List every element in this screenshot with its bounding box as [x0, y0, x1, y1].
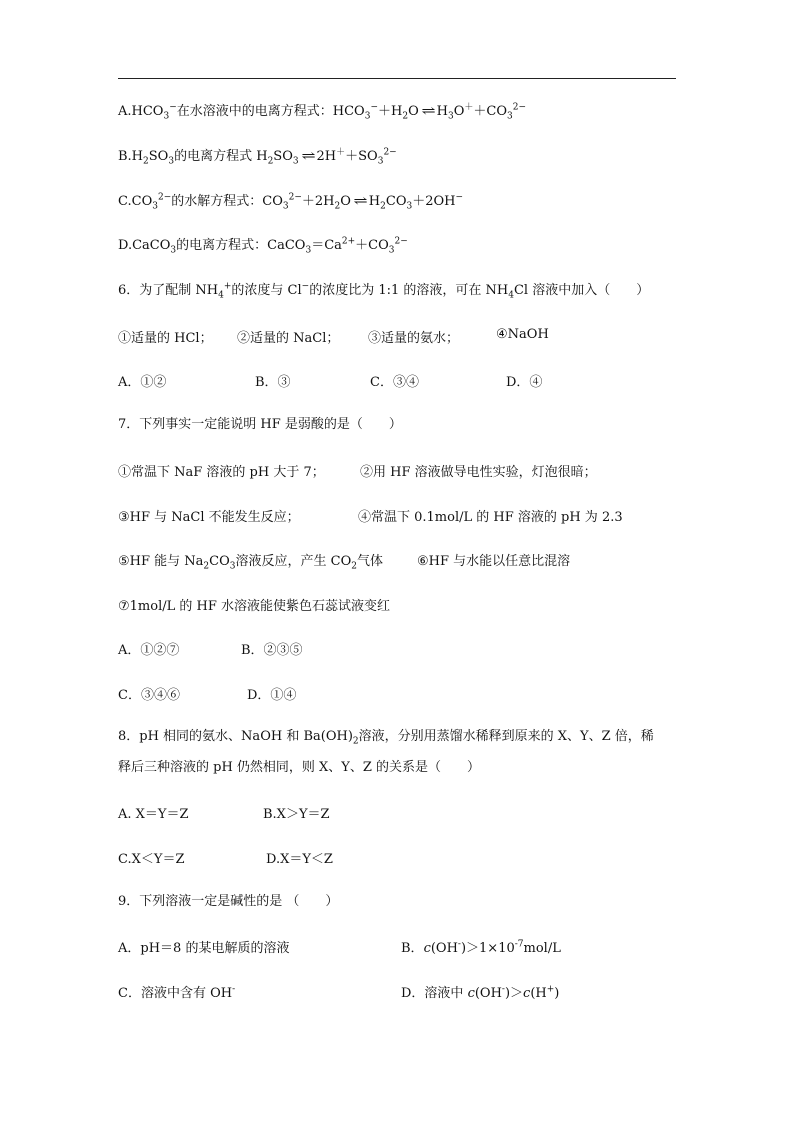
q8-choice-a[interactable]: A. X＝Y＝Z: [118, 807, 189, 822]
q5-option-d: D.CaCO$_3$的电离方程式：$CaCO_3=Ca^{2+}+CO_3^{2-}$: [118, 236, 408, 256]
q5-option-c: $C.CO_3^{2-}$的水解方程式：$CO_3^{2-}+2H_2O$ ⇌ $H_2CO_3+2OH^-$: [118, 192, 464, 212]
q6-item: ③适量的氨水；: [368, 331, 460, 346]
q7-choice-a[interactable]: A．①②⑦: [118, 643, 180, 658]
q9-choice-c[interactable]: C．溶液中含有 OH-: [118, 984, 236, 1001]
equilibrium-arrow-icon: ⇌: [353, 194, 367, 209]
equilibrium-arrow-icon: ⇌: [421, 104, 435, 119]
q8-stem: 8．pH 相同的氨水、NaOH 和 $Ba(OH)_2$溶液，分别用蒸馏水稀释到原来的 X、Y、Z 倍，稀: [118, 729, 654, 747]
q7-choice-d[interactable]: D．①④: [247, 688, 297, 703]
q7-item: ⑦1mol/L 的 HF 水溶液能使紫色石蕊试液变红: [118, 599, 391, 614]
q6-item: ②适量的 NaCl；: [237, 331, 340, 346]
q5-option-b: $B.H_2SO_3$的电离方程式 $H_2SO_3$ ⇌ $2H^++SO_3^{2-}$: [118, 147, 397, 167]
q6-stem: 6．为了配制 $NH_4^+$的浓度与 Cl−的浓度比为 1:1 的溶液，可在 $NH_4Cl$ 溶液中加入（ ）: [118, 281, 650, 301]
q6-choice-d[interactable]: D．④: [506, 375, 543, 390]
q9-stem: 9．下列溶液一定是碱性的是 （ ）: [118, 894, 339, 909]
q7-choice-c[interactable]: C．③④⑥: [118, 688, 180, 703]
q9-choice-a[interactable]: A．pH＝8 的某电解质的溶液: [118, 941, 290, 956]
q9-choice-d[interactable]: D．溶液中 c(OH-)＞c(H+): [401, 984, 560, 1001]
q7-item: ②用 HF 溶液做导电性实验，灯泡很暗；: [360, 465, 597, 480]
q7-choice-b[interactable]: B．②③⑤: [241, 643, 303, 658]
q7-item: ⑤HF 能与 $Na_2CO_3$溶液反应，产生 $CO_2$气体: [118, 554, 383, 572]
q9-choice-b[interactable]: B．$c(OH^-)>1\times 10^{-7}mol/L$: [401, 939, 561, 956]
q6-item: ①适量的 HCl；: [118, 331, 213, 346]
q7-item: ④常温下 0.1mol/L 的 HF 溶液的 pH 为 2.3: [358, 510, 623, 525]
q7-item: ①常温下 NaF 溶液的 pH 大于 7；: [118, 465, 325, 480]
q6-choice-b[interactable]: B．③: [255, 375, 291, 390]
q7-stem: 7．下列事实一定能说明 HF 是弱酸的是（ ）: [118, 417, 402, 432]
q6-item: ④NaOH: [496, 327, 549, 342]
header-rule: [118, 78, 676, 79]
q6-choice-c[interactable]: C．③④: [370, 375, 419, 390]
equilibrium-arrow-icon: ⇌: [301, 149, 315, 164]
q7-item: ⑥HF 与水能以任意比混溶: [417, 554, 571, 569]
q8-choice-b[interactable]: B.X＞Y＝Z: [263, 807, 330, 822]
q7-item: ③HF 与 NaCl 不能发生反应；: [118, 510, 300, 525]
q8-stem-cont: 释后三种溶液的 pH 仍然相同，则 X、Y、Z 的关系是（ ）: [118, 760, 481, 775]
q5-option-a: $A.HCO_3^-$在水溶液中的电离方程式：$HCO_3^-+H_2O$ ⇌ $H_3O^++CO_3^{2-}$: [118, 102, 527, 122]
q8-choice-c[interactable]: C.X＜Y＝Z: [118, 852, 185, 867]
q6-choice-a[interactable]: A．①②: [118, 375, 167, 390]
q8-choice-d[interactable]: D.X＝Y＜Z: [266, 852, 333, 867]
